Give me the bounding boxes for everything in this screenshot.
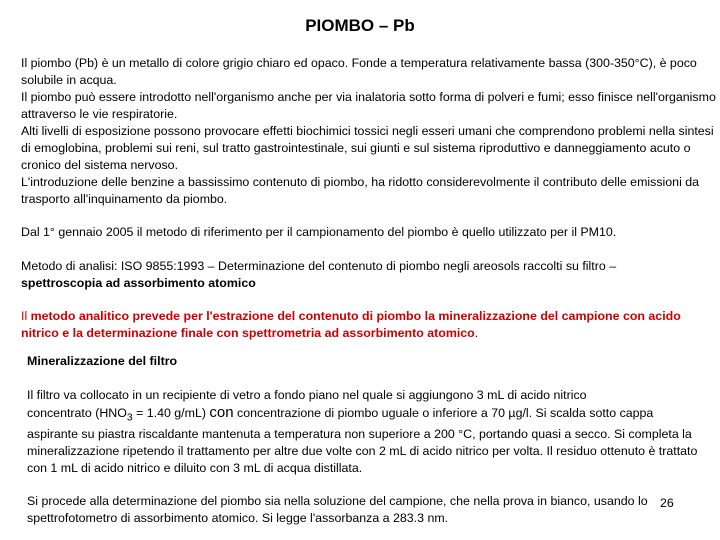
analytic-text: metodo analitico prevede per l'estrazione del contenuto di piombo la mineralizzazione del campione con acido nitrico e la determinazione finale con spettrometria ad assorbimento atomico [21,309,681,340]
analytic-paragraph [21,308,716,342]
analytic-suffix: . [474,326,479,340]
final-paragraph: Si procede alla determinazione del piombo sia nella soluzione del campione, che nella prova in bianco, usando lo spettrofotometro di assorbimento atomico. Si legge l'assorbanza a 283.3 nm. [27,494,648,525]
mineral-text-part: concentrazione di piombo uguale o inferiore a 70 µg/l. Si scalda sotto cappa aspirante su piastra riscaldante mantenuta a temperatura non superiore a 200 °C, portando quasi a secco. Si completa la mineralizzazione ripetendo il trattamento per altre due volte con 2 mL di acido nitrico per volta. Il residuo ottenuto è trattato con 1 mL di acido nitrico e diluito con 3 mL di acqua distillata. [27,406,698,476]
analytic-prefix: Il [21,309,31,323]
intro-paragraph: L'introduzione delle benzine a bassissimo contenuto di piombo, ha ridotto considerevolmente il contributo delle emissioni da trasporto all'inquinamento da piombo. [21,175,700,206]
intro-paragraph: Alti livelli di esposizione possono provocare effetti biochimici tossici negli esseri umani che comprendono problemi nella sintesi di emoglobina, problemi sui reni, sul tratto gastrointestinale, sui giunti e sul sistema riproduttivo e danneggiamento acuto o cronico del sistema nervoso. [21,124,714,172]
method-technique: spettroscopia ad assorbimento atomico [21,276,256,290]
reference-paragraph: Dal 1° gennaio 2005 il metodo di riferimento per il campionamento del piombo è quello utilizzato per il PM10. [21,225,617,239]
slide-title: PIOMBO – Pb [305,16,415,35]
subscript: 3 [126,412,133,424]
mineral-text-part: concentrato (HNO [27,406,127,420]
mineral-paragraph [27,387,707,477]
mineral-text-part: = 1.40 g/mL) [132,406,210,420]
mineral-text [27,404,707,477]
method-line: Metodo di analisi: ISO 9855:1993 – Determinazione del contenuto di piombo negli areosols raccolti su filtro – [21,259,617,273]
page-number: 26 [660,496,674,510]
method-paragraph [21,258,716,292]
intro-paragraph: Il piombo (Pb) è un metallo di colore grigio chiaro ed opaco. Fonde a temperatura relativamente bassa (300-350°C), è poco solubile in acqua. [21,56,697,87]
mineral-heading: Mineralizzazione del filtro [27,354,178,368]
intro-paragraph: Il piombo può essere introdotto nell'organismo anche per via inalatoria sotto forma di polveri e fumi; esso finisce nell'organismo attraverso le vie respiratorie. [21,90,716,121]
mineral-text-part: con [209,404,234,421]
intro-block [21,55,716,208]
mineral-line: Il filtro va collocato in un recipiente di vetro a fondo piano nel quale si aggiungono 3 mL di acido nitrico [27,388,587,402]
